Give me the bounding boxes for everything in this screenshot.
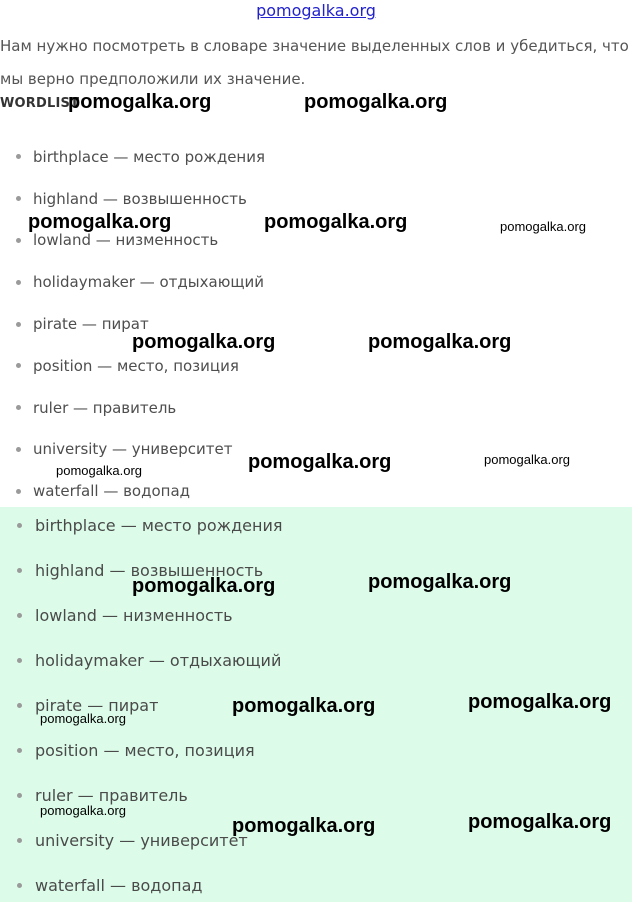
watermark-text: pomogalka.org [304,91,448,113]
bullet-icon [17,568,22,573]
list-item [0,387,632,429]
header-watermark-link[interactable]: pomogalka.org [256,1,376,20]
bullet-icon [17,658,22,663]
bullet-icon [16,238,21,243]
list-item-text: position — место, позиция [35,741,255,760]
watermark-text: pomogalka.org [468,811,612,833]
watermark-text: pomogalka.org [500,219,586,234]
watermark-text: pomogalka.org [28,211,172,233]
watermark-text: pomogalka.org [132,331,276,353]
list-item-text: holidaymaker — отдыхающий [35,651,282,670]
list-item-text: lowland — низменность [33,231,219,250]
bullet-icon [16,363,21,368]
bullet-icon [17,523,22,528]
watermark-text: pomogalka.org [368,571,512,593]
bullet-icon [17,793,22,798]
list-item [0,593,632,638]
list-item-text: pirate — пират [35,696,159,715]
bullet-icon [16,154,21,159]
watermark-text: pomogalka.org [232,695,376,717]
list-item [0,548,632,593]
bullet-icon [16,196,21,201]
bullet-icon [16,447,21,452]
list-item [0,345,632,387]
list-item-text: position — место, позиция [33,356,239,375]
list-item-text: lowland — низменность [35,606,233,625]
list-item-text: university — университет [33,440,233,459]
list-item-text: university — университет [35,831,248,850]
bullet-icon [16,489,21,494]
watermark-text: pomogalka.org [248,451,392,473]
list-item-text: holidaymaker — отдыхающий [33,273,264,292]
list-item [0,136,632,178]
watermark-text: pomogalka.org [264,211,408,233]
list-item-text: highland — возвышенность [33,189,247,208]
list-item-text: ruler — правитель [35,786,188,805]
bullet-icon [16,405,21,410]
watermark-text: pomogalka.org [132,575,276,597]
watermark-text: pomogalka.org [232,815,376,837]
list-item-text: ruler — правитель [33,398,177,417]
intro-paragraph [0,30,632,96]
bullet-icon [17,703,22,708]
watermark-text: pomogalka.org [40,711,126,726]
list-item [0,638,632,683]
watermark-text: pomogalka.org [468,691,612,713]
wordlist-heading: WORDLIST [0,96,80,111]
bullet-icon [17,748,22,753]
bullet-icon [17,838,22,843]
watermark-text: pomogalka.org [56,463,142,478]
watermark-text: pomogalka.org [40,803,126,818]
list-item-text: birthplace — место рождения [33,147,266,166]
list-item-text: pirate — пират [33,315,149,334]
list-item [0,303,632,345]
list-item [0,261,632,303]
list-item-text: waterfall — водопад [35,876,203,895]
list-item [0,503,632,548]
list-item [0,863,632,908]
list-item-text: waterfall — водопад [33,482,191,501]
watermark-text: pomogalka.org [484,452,570,467]
bullet-icon [16,280,21,285]
bullet-icon [17,883,22,888]
intro-line-2: мы верно предположили их значение. [0,70,306,88]
list-item-text: highland — возвышенность [35,561,264,580]
list-item-text: birthplace — место рождения [35,516,283,535]
watermark-text: pomogalka.org [368,331,512,353]
list-item [0,728,632,773]
intro-line-1: Нам нужно посмотреть в словаре значение выделенных слов и убедиться, что [0,37,629,55]
bullet-icon [16,322,21,327]
bullet-icon [17,613,22,618]
watermark-text: pomogalka.org [68,91,212,113]
